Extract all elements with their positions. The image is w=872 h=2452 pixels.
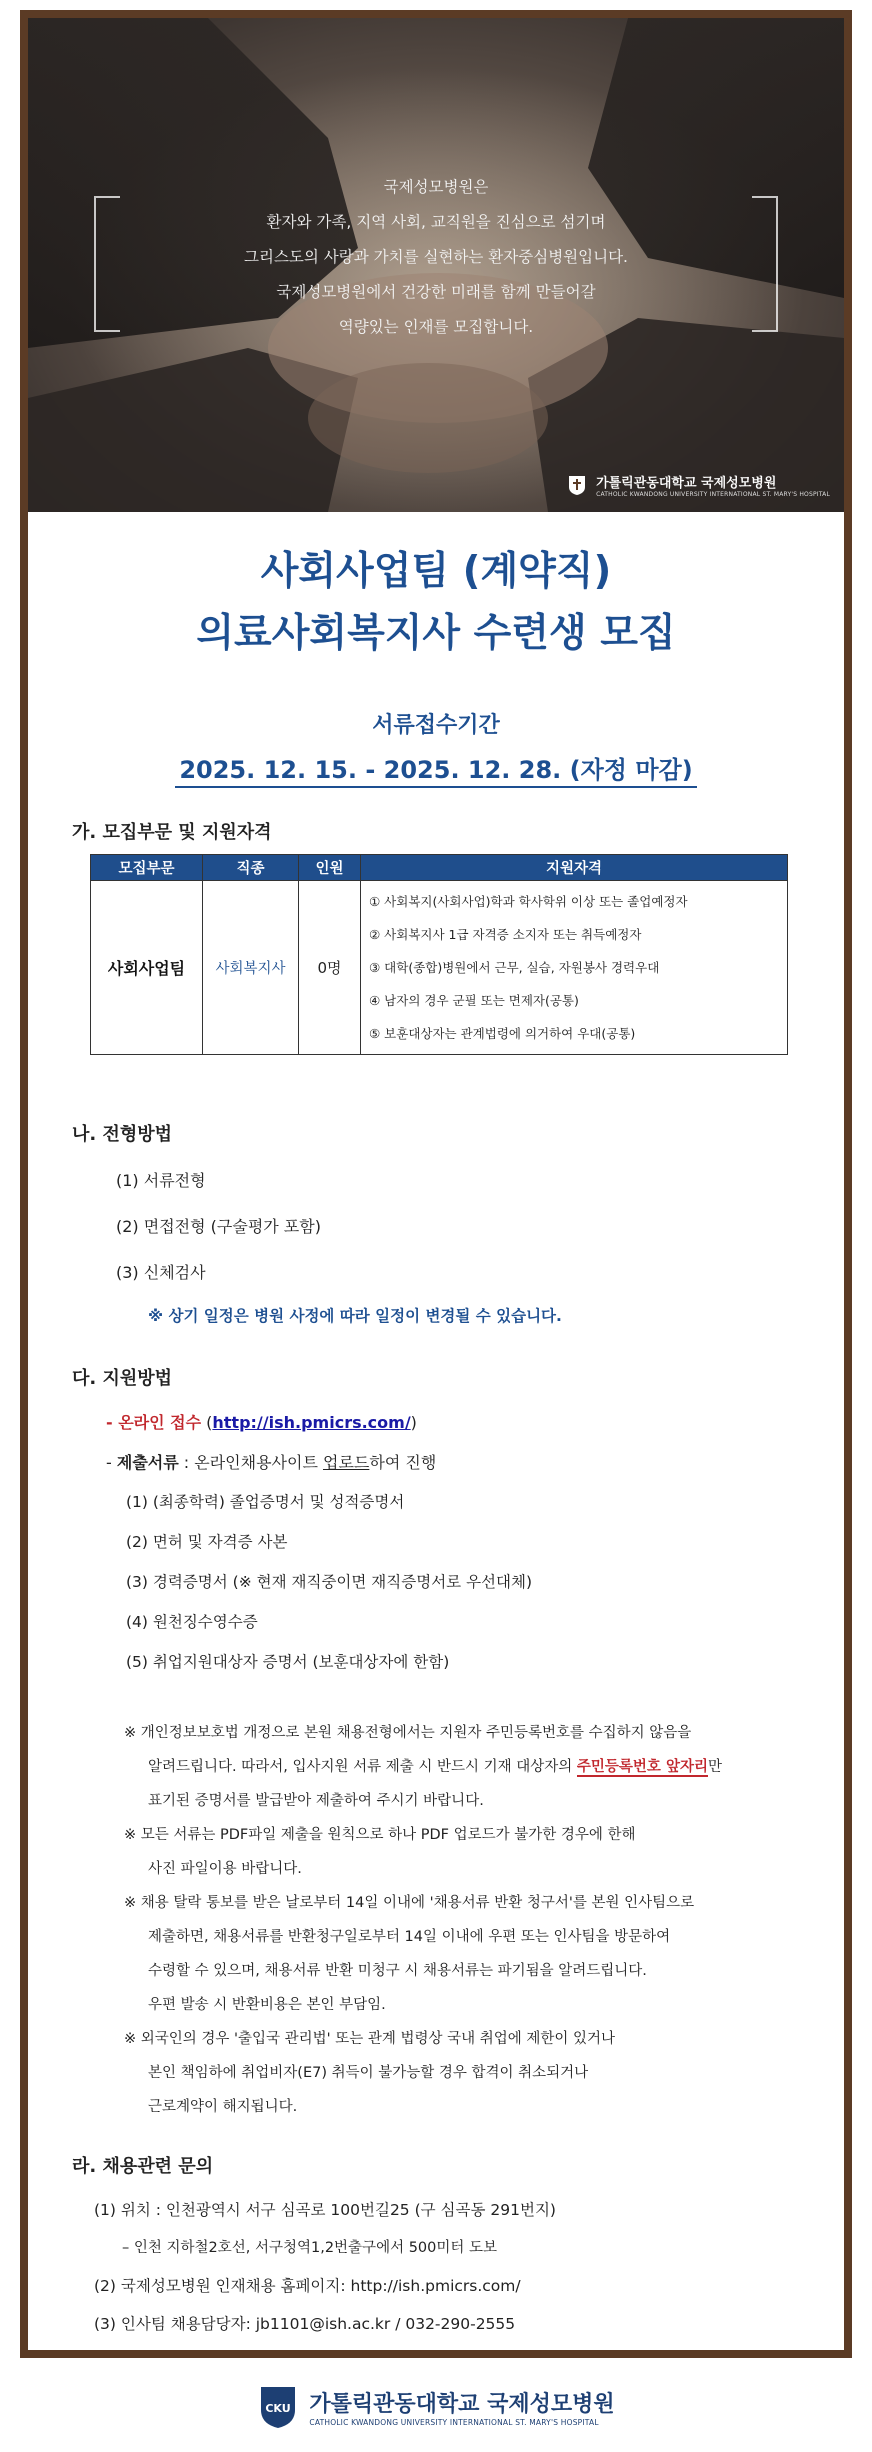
note-line: ※ 모든 서류는 PDF파일 제출을 원칙으로 하나 PDF 업로드가 불가한 경우에 한해 <box>124 1827 636 1843</box>
count-cell: 0명 <box>299 881 361 1055</box>
period-dates <box>28 750 844 785</box>
table-header: 지원자격 <box>361 855 788 881</box>
dept-cell: 사회사업팀 <box>91 881 203 1055</box>
resident-number-highlight: 주민등록번호 앞자리 <box>576 1759 709 1775</box>
hero-logo-english: CATHOLIC KWANDONG UNIVERSITY INTERNATIONAL ST. MARY'S HOSPITAL <box>596 491 830 498</box>
footer-logo-korean: 가톨릭관동대학교 국제성모병원 <box>309 2392 615 2417</box>
contact-manager: (3) 인사팀 채용담당자: jb1101@ish.ac.kr / 032-290-2555 <box>94 2315 516 2333</box>
schedule-change-note: ※ 상기 일정은 병원 사정에 따라 일정이 변경될 수 있습니다. <box>148 1307 562 1325</box>
note-text: 만 <box>708 1759 723 1775</box>
hero-banner <box>28 18 844 512</box>
cku-emblem-icon <box>257 2384 299 2430</box>
hero-line: 국제성모병원에서 건강한 미래를 함께 만들어갈 <box>276 283 596 301</box>
note-line: 수령할 수 있으며, 채용서류 반환 미청구 시 채용서류는 파기됨을 알려드립니다. <box>148 1963 647 1979</box>
note-line: 본인 책임하에 취업비자(E7) 취득이 불가능할 경우 합격이 취소되거나 <box>148 2065 589 2081</box>
hero-line: 국제성모병원은 <box>383 178 489 196</box>
emblem-text: CKU <box>265 2402 292 2415</box>
online-paren-open: ( <box>201 1413 213 1432</box>
note-line: ※ 개인정보보호법 개정으로 본원 채용전형에서는 지원자 주민등록번호를 수집하지 않음을 <box>124 1725 692 1741</box>
docs-label: 제출서류 <box>116 1453 179 1472</box>
hero-quote <box>28 170 844 345</box>
document-item: (4) 원천징수영수증 <box>126 1613 258 1631</box>
contact-directions: – 인천 지하철2호선, 서구청역1,2번출구에서 500미터 도보 <box>122 2240 498 2256</box>
document-item: (3) 경력증명서 (※ 현재 재직중이면 재직증명서로 우선대체) <box>126 1573 533 1591</box>
period-value: 2025. 12. 15. - 2025. 12. 28. (자정 마감) <box>175 756 696 788</box>
job-cell: 사회복지사 <box>203 881 299 1055</box>
qualification-item: ② 사회복지사 1급 자격증 소지자 또는 취득예정자 <box>369 927 642 942</box>
table-header: 인원 <box>299 855 361 881</box>
online-apply-line <box>106 1410 417 1433</box>
period-label: 서류접수기간 <box>372 713 500 738</box>
hero-hospital-logo <box>566 472 830 498</box>
qualification-item: ⑤ 보훈대상자는 관계법령에 의거하여 우대(공통) <box>369 1026 636 1041</box>
online-paren-close: ) <box>410 1413 417 1432</box>
note-line: ※ 외국인의 경우 '출입국 관리법' 또는 관계 법령상 국내 취업에 제한이 있거나 <box>124 2031 616 2047</box>
poster-content <box>28 18 844 2350</box>
docs-suffix: 하여 진행 <box>369 1453 437 1472</box>
note-line: 우편 발송 시 반환비용은 본인 부담임. <box>148 1997 386 2013</box>
title-line-2: 의료사회복지사 수련생 모집 <box>196 611 676 656</box>
hero-logo-korean: 가톨릭관동대학교 국제성모병원 <box>596 476 777 491</box>
table-row <box>91 881 788 1055</box>
table-header-row <box>91 855 788 881</box>
contact-homepage: (2) 국제성모병원 인재채용 홈페이지: http://ish.pmicrs.com/ <box>94 2277 521 2295</box>
note-line <box>124 1750 814 1784</box>
application-notes <box>124 1716 814 2124</box>
section-heading-ra: 라. 채용관련 문의 <box>72 2156 214 2177</box>
qualification-item: ① 사회복지(사회사업)학과 학사학위 이상 또는 졸업예정자 <box>369 894 688 909</box>
section-heading-da: 다. 지원방법 <box>72 1368 173 1389</box>
submission-docs-line <box>106 1450 436 1473</box>
qualification-item: ④ 남자의 경우 군필 또는 면제자(공통) <box>369 993 579 1008</box>
note-line: 표기된 증명서를 발급받아 제출하여 주시기 바랍니다. <box>148 1793 484 1809</box>
note-line: ※ 채용 탈락 통보를 받은 날로부터 14일 이내에 '채용서류 반환 청구서'를 본원 인사팀으로 <box>124 1895 695 1911</box>
selection-step: (1) 서류전형 <box>116 1171 206 1190</box>
docs-dash: - <box>106 1453 117 1472</box>
footer-hospital-logo <box>0 2384 872 2430</box>
hero-line: 그리스도의 사랑과 가치를 실현하는 환자중심병원입니다. <box>244 248 628 266</box>
note-line: 사진 파일이용 바랍니다. <box>148 1861 302 1877</box>
online-apply-label: - 온라인 접수 <box>106 1413 202 1432</box>
qualification-item: ③ 대학(종합)병원에서 근무, 실습, 자원봉사 경력우대 <box>369 960 660 975</box>
selection-step: (2) 면접전형 (구술평가 포함) <box>116 1217 321 1236</box>
table-header: 모집부문 <box>91 855 203 881</box>
document-item: (1) (최종학력) 졸업증명서 및 성적증명서 <box>126 1493 405 1511</box>
qualification-cell <box>361 881 788 1055</box>
table-header: 직종 <box>203 855 299 881</box>
docs-mid: : 온라인채용사이트 <box>178 1453 323 1472</box>
recruit-table <box>90 854 788 1055</box>
poster-frame <box>20 10 852 2358</box>
section-heading-ga: 가. 모집부문 및 지원자격 <box>72 822 272 843</box>
footer-logo-english: CATHOLIC KWANDONG UNIVERSITY INTERNATIONAL ST. MARY'S HOSPITAL <box>309 2418 599 2427</box>
document-item: (2) 면허 및 자격증 사본 <box>126 1533 288 1551</box>
contact-location: (1) 위치 : 인천광역시 서구 심곡로 100번길25 (구 심곡동 291번지) <box>94 2201 556 2219</box>
title-line-1: 사회사업팀 (계약직) <box>260 549 612 594</box>
document-item: (5) 취업지원대상자 증명서 (보훈대상자에 한함) <box>126 1653 450 1671</box>
selection-step: (3) 신체검사 <box>116 1263 206 1282</box>
docs-upload: 업로드 <box>322 1453 370 1472</box>
note-line: 근로계약이 해지됩니다. <box>148 2099 298 2115</box>
online-apply-link[interactable]: http://ish.pmicrs.com/ <box>212 1413 411 1432</box>
note-line: 제출하면, 채용서류를 반환청구일로부터 14일 이내에 우편 또는 인사팀을 방문하여 <box>148 1929 671 1945</box>
note-text: 알려드립니다. 따라서, 입사지원 서류 제출 시 반드시 기재 대상자의 <box>148 1759 577 1775</box>
hero-line: 환자와 가족, 지역 사회, 교직원을 진심으로 섬기며 <box>266 213 606 231</box>
hero-line: 역량있는 인재를 모집합니다. <box>338 318 534 336</box>
hospital-emblem-icon <box>566 474 588 496</box>
section-heading-na: 나. 전형방법 <box>72 1124 173 1145</box>
